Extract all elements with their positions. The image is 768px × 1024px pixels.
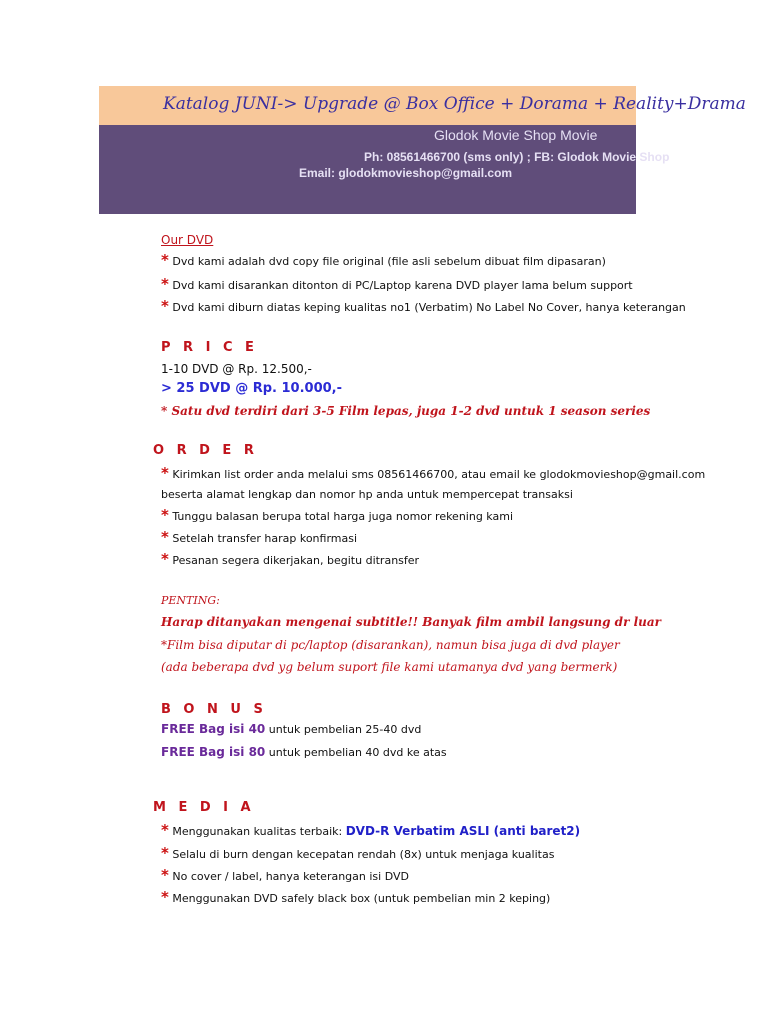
bonus-line-2: FREE Bag isi 80 untuk pembelian 40 dvd ke atas [161, 745, 447, 759]
contact-phone: Ph: 08561466700 (sms only) ; FB: Glodok Movie Shop [364, 150, 670, 164]
penting-line-1: Harap ditanyakan mengenai subtitle!! Banyak film ambil langsung dr luar [161, 615, 661, 629]
list-item: * Menggunakan kualitas terbaik: DVD-R Verbatim ASLI (anti baret2) [161, 821, 581, 839]
list-item: * Dvd kami adalah dvd copy file original (file asli sebelum dibuat film dipasaran) [161, 251, 606, 269]
section-heading-price: P R I C E [161, 340, 258, 355]
section-heading-order: O R D E R [153, 443, 258, 458]
list-item: * Dvd kami disarankan ditonton di PC/Laptop karena DVD player lama belum support [161, 275, 633, 293]
price-line-2: > 25 DVD @ Rp. 10.000,- [161, 381, 343, 396]
section-heading-media: M E D I A [153, 800, 255, 815]
bonus-line-1: FREE Bag isi 40 untuk pembelian 25-40 dvd [161, 722, 422, 736]
list-item: * Menggunakan DVD safely black box (untuk pembelian min 2 keping) [161, 888, 551, 906]
bullet-icon: * [161, 866, 169, 884]
shop-name: Glodok Movie Shop Movie [434, 127, 598, 143]
penting-label: PENTING: [161, 594, 220, 607]
bullet-icon: * [161, 821, 169, 839]
list-item: * No cover / label, hanya keterangan isi DVD [161, 866, 409, 884]
section-heading-bonus: B O N U S [161, 702, 267, 717]
list-item-continuation: beserta alamat lengkap dan nomor hp anda untuk mempercepat transaksi [161, 488, 573, 501]
bullet-icon: * [161, 251, 169, 269]
list-item: * Tunggu balasan berupa total harga juga nomor rekening kami [161, 506, 513, 524]
list-item: * Selalu di burn dengan kecepatan rendah (8x) untuk menjaga kualitas [161, 844, 555, 862]
bullet-icon: * [161, 464, 169, 482]
bullet-icon: * [161, 528, 169, 546]
section-heading-our-dvd: Our DVD [161, 233, 214, 247]
list-item: * Dvd kami diburn diatas keping kualitas no1 (Verbatim) No Label No Cover, hanya keterangan [161, 297, 686, 315]
price-line-1: 1-10 DVD @ Rp. 12.500,- [161, 362, 312, 376]
contact-email: Email: glodokmovieshop@gmail.com [299, 166, 513, 180]
catalog-document [99, 86, 746, 986]
penting-line-2: *Film bisa diputar di pc/laptop (disarankan), namun bisa juga di dvd player [161, 638, 620, 652]
price-note: * Satu dvd terdiri dari 3-5 Film lepas, juga 1-2 dvd untuk 1 season series [161, 404, 651, 418]
bullet-icon: * [161, 506, 169, 524]
catalog-title: Katalog JUNI-> Upgrade @ Box Office + Dorama + Reality+Drama [163, 94, 746, 114]
bullet-icon: * [161, 275, 169, 293]
penting-line-3: (ada beberapa dvd yg belum suport file kami utamanya dvd yang bermerk) [161, 660, 618, 674]
list-item: * Pesanan segera dikerjakan, begitu ditransfer [161, 550, 420, 568]
bullet-icon: * [161, 550, 169, 568]
bullet-icon: * [161, 297, 169, 315]
list-item: * Setelah transfer harap konfirmasi [161, 528, 358, 546]
list-item: * Kirimkan list order anda melalui sms 08561466700, atau email ke glodokmovieshop@gmail.com [161, 464, 706, 482]
bullet-icon: * [161, 844, 169, 862]
bullet-icon: * [161, 888, 169, 906]
